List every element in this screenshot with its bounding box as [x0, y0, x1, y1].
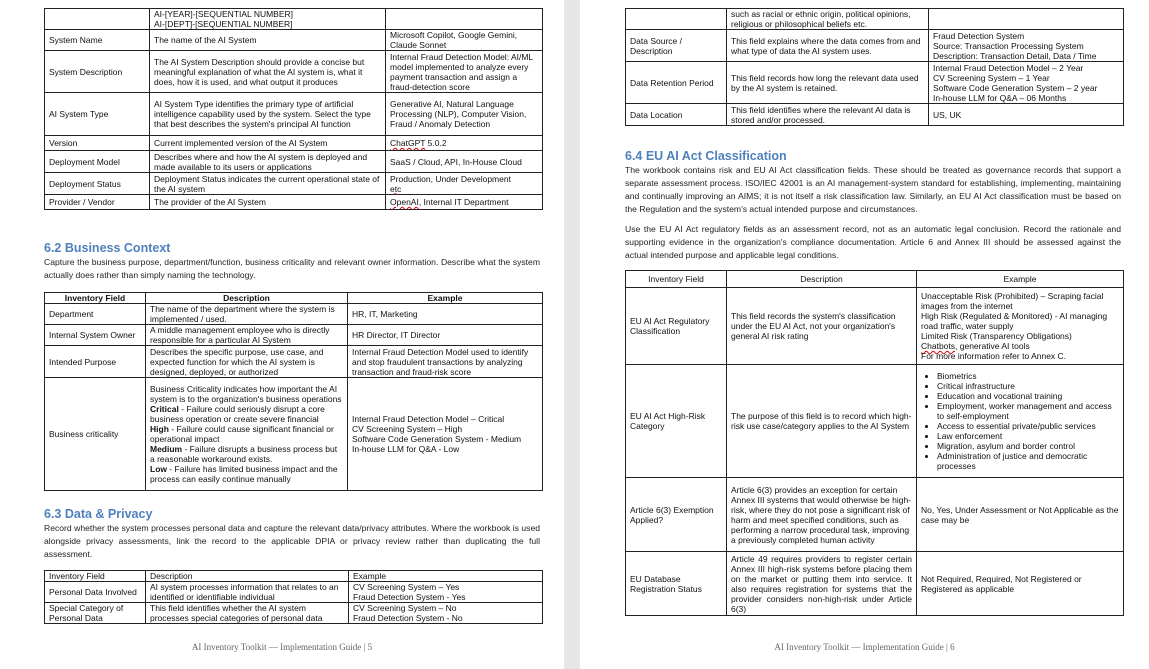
- table-row: [45, 30, 543, 51]
- eu-ai-act-table: [625, 270, 1124, 616]
- table-row: [45, 582, 543, 603]
- section-heading-business-context: 6.2 Business Context: [44, 241, 171, 255]
- empty-cell: [45, 9, 150, 30]
- example-cell: Internal Fraud Detection Model – Critical CV Screening System – High Software Code Generation System - Medium In-house LLM for Q&A - Low: [348, 378, 543, 491]
- description-cell: Article 49 requires providers to register certain Annex III high-risk systems before placing them on the market or putting them into service. It also requires registration for systems that the provider considers non-high-risk under Article 6(3): [727, 552, 917, 616]
- column-header: Description: [146, 571, 349, 582]
- example-cell: CV Screening System – Yes Fraud Detection System - Yes: [349, 582, 543, 603]
- spellcheck-flagged-word: OpenAI: [390, 197, 419, 207]
- document-page-6: [580, 0, 1149, 669]
- empty-cell: [386, 9, 543, 30]
- example-cell: CV Screening System – No Fraud Detection System - No: [349, 603, 543, 624]
- list-item: • Administration of justice and democratic processes: [937, 451, 1119, 471]
- spellcheck-flagged-word: Chatbots: [921, 341, 956, 351]
- high-risk-category-list: [921, 371, 1119, 471]
- example-cell: SaaS / Cloud, API, In-House Cloud: [386, 151, 543, 173]
- field-cell: EU Database Registration Status: [626, 552, 727, 616]
- example-cell: HR, IT, Marketing: [348, 304, 543, 325]
- description-cell: A middle management employee who is directly responsible for a particular AI System: [146, 325, 348, 346]
- table-row: [45, 346, 543, 378]
- field-cell: AI System Type: [45, 93, 150, 136]
- criticality-level: Low - Failure has limited business impact and the process can easily continue manually: [150, 464, 338, 484]
- table-row: [626, 552, 1124, 616]
- list-item: • Education and vocational training: [937, 391, 1119, 401]
- column-header: Example: [348, 293, 543, 304]
- field-cell: Department: [45, 304, 146, 325]
- field-cell: Provider / Vendor: [45, 195, 150, 210]
- table-row: [626, 478, 1124, 552]
- field-cell: Business criticality: [45, 378, 146, 491]
- list-item: • Migration, asylum and border control: [937, 441, 1119, 451]
- table-row: [626, 365, 1124, 478]
- example-cell: Unacceptable Risk (Prohibited) – Scraping facial images from the internet High Risk (Regulated & Monitored) - AI managing road traffic, water supply Limited Risk (Transparency Obligations) Chatbots, generative AI tools For more information refer to Annex C.: [917, 288, 1124, 365]
- description-cell: AI System Type identifies the primary type of artificial intelligence capability used by the system. Select the type that best describes the system's principal AI function: [150, 93, 386, 136]
- business-context-table: [44, 292, 543, 491]
- description-cell: This field identifies where the relevant AI data is stored and/or processed.: [727, 104, 929, 126]
- table-row: [45, 51, 543, 93]
- table-row: [45, 9, 543, 30]
- description-cell: This field records the system's classification under the EU AI Act, not your organization's general AI risk rating: [727, 288, 917, 365]
- description-cell: such as racial or ethnic origin, political opinions, religious or philosophical beliefs etc.: [727, 9, 929, 30]
- description-cell: This field identifies whether the AI system processes special categories of personal data: [146, 603, 349, 624]
- description-cell: Describes the specific purpose, use case, and expected function for which the AI system is designed, deployed, or authorized: [146, 346, 348, 378]
- field-cell: EU AI Act Regulatory Classification: [626, 288, 727, 365]
- example-cell: US, UK: [929, 104, 1124, 126]
- data-details-table: [625, 8, 1124, 126]
- example-cell: [917, 365, 1124, 478]
- list-item: • Employment, worker management and access to self-employment: [937, 401, 1119, 421]
- description-cell: The provider of the AI System: [150, 195, 386, 210]
- description-cell: Business Criticality indicates how important the AI system is to the organization's business operations Critical - Failure could seriously disrupt a core business operation or create severe financial High - Failure could cause significant financial or operational impact Medium - Failure disrupts a business process but a reasonable workaround exists. Low - Failure has limited business impact and the process can easily continue manually: [146, 378, 348, 491]
- table-header-row: [626, 271, 1124, 288]
- document-page-5: [0, 0, 564, 669]
- criticality-level: Medium - Failure disrupts a business process but a reasonable workaround exists.: [150, 444, 338, 464]
- example-cell: HR Director, IT Director: [348, 325, 543, 346]
- field-cell: Data Location: [626, 104, 727, 126]
- field-cell: Version: [45, 136, 150, 151]
- field-cell: Intended Purpose: [45, 346, 146, 378]
- example-cell: Not Required, Required, Not Registered or Registered as applicable: [917, 552, 1124, 616]
- table-header-row: [45, 571, 543, 582]
- criticality-level: Critical - Failure could seriously disrupt a core business operation or create severe financial: [150, 404, 325, 424]
- field-cell: Article 6(3) Exemption Applied?: [626, 478, 727, 552]
- description-cell: The name of the department where the system is implemented / used.: [146, 304, 348, 325]
- description-cell: The purpose of this field is to record which high-risk use case/category applies to the AI System: [727, 365, 917, 478]
- table-row: [45, 378, 543, 491]
- table-row: [45, 173, 543, 195]
- example-cell: OpenAI, Internal IT Department: [386, 195, 543, 210]
- ai-identity-table: [44, 8, 543, 210]
- field-cell: Personal Data Involved: [45, 582, 146, 603]
- empty-cell: [626, 9, 727, 30]
- example-cell: Internal Fraud Detection Model – 2 Year CV Screening System – 1 Year Software Code Generation System – 2 year In-house LLM for Q&A – 06 Months: [929, 62, 1124, 104]
- example-cell: Internal Fraud Detection Model: AI/ML model implemented to analyze every payment transaction and assign a fraud-detection score: [386, 51, 543, 93]
- field-cell: System Description: [45, 51, 150, 93]
- page-footer: AI Inventory Toolkit — Implementation Guide | 6: [774, 642, 955, 652]
- example-cell: Fraud Detection System Source: Transaction Processing System Description: Transaction Detail, Data / Time: [929, 30, 1124, 62]
- table-row: [45, 603, 543, 624]
- table-row: [626, 62, 1124, 104]
- field-cell: System Name: [45, 30, 150, 51]
- page-footer: AI Inventory Toolkit — Implementation Guide | 5: [191, 642, 373, 652]
- spellcheck-flagged-word: etc: [390, 183, 402, 194]
- field-cell: Deployment Status: [45, 173, 150, 195]
- column-header: Example: [917, 271, 1124, 288]
- field-cell: Special Category of Personal Data: [45, 603, 146, 624]
- example-cell: Production, Under Development etc: [386, 173, 543, 195]
- section-paragraph: Capture the business purpose, department/function, business criticality and relevant owner information. Describe what the system actually does rather than simply naming the technology.: [44, 257, 540, 280]
- column-header: Example: [349, 571, 543, 582]
- data-privacy-table: [44, 570, 543, 624]
- table-row: [626, 9, 1124, 30]
- example-cell: Internal Fraud Detection Model used to identify and stop fraudulent transactions by analyzing transaction and fraud-risk score: [348, 346, 543, 378]
- criticality-level: High - Failure could cause significant financial or operational impact: [150, 424, 334, 444]
- table-row: [626, 288, 1124, 365]
- field-cell: EU AI Act High-Risk Category: [626, 365, 727, 478]
- description-cell: This field explains where the data comes from and what type of data the AI system uses.: [727, 30, 929, 62]
- section-paragraph: Use the EU AI Act regulatory fields as an assessment record, not as an automatic legal conclusion. Record the rationale and supporting evidence in the organization's compliance documentation. Article 6 and Annex III should be assessed against the actual intended purpose and applicable legal conditions.: [625, 224, 1121, 260]
- description-cell: Deployment Status indicates the current operational state of the AI system: [150, 173, 386, 195]
- example-cell: Microsoft Copilot, Google Gemini, Claude Sonnet: [386, 30, 543, 51]
- field-cell: Internal System Owner: [45, 325, 146, 346]
- description-cell: AI system processes information that relates to an identified or identifiable individual: [146, 582, 349, 603]
- table-row: [45, 304, 543, 325]
- section-heading-data-privacy: 6.3 Data & Privacy: [44, 507, 153, 521]
- table-row: [45, 325, 543, 346]
- list-item: • Biometrics: [937, 371, 1119, 381]
- field-cell: Data Source / Description: [626, 30, 727, 62]
- spellcheck-flagged-word: ChatGPT: [390, 138, 426, 148]
- column-header: Inventory Field: [45, 571, 146, 582]
- list-item: • Law enforcement: [937, 431, 1119, 441]
- description-cell: Describes where and how the AI system is deployed and made available to its users or applications: [150, 151, 386, 173]
- description-cell: The AI System Description should provide a concise but meaningful explanation of what the AI system is, what it does, how it is used, and what output it produces: [150, 51, 386, 93]
- field-cell: Deployment Model: [45, 151, 150, 173]
- example-cell: AI-[YEAR]-[SEQUENTIAL NUMBER] AI-[DEPT]-[SEQUENTIAL NUMBER]: [150, 9, 386, 30]
- column-header: Description: [727, 271, 917, 288]
- column-header: Inventory Field: [626, 271, 727, 288]
- description-cell: The name of the AI System: [150, 30, 386, 51]
- table-row: [626, 30, 1124, 62]
- example-cell: ChatGPT 5.0.2: [386, 136, 543, 151]
- section-paragraph: Record whether the system processes personal data and capture the relevant data/privacy attributes. Where the workbook is used alongside privacy assessments, link the record to the applicable DPIA or privacy review rather than duplicating the full assessment.: [44, 523, 540, 559]
- table-row: [45, 151, 543, 173]
- field-cell: Data Retention Period: [626, 62, 727, 104]
- column-header: Inventory Field: [45, 293, 146, 304]
- list-item: • Access to essential private/public services: [937, 421, 1119, 431]
- table-row: [626, 104, 1124, 126]
- section-heading-eu-ai-act: 6.4 EU AI Act Classification: [625, 149, 787, 163]
- description-cell: Current implemented version of the AI System: [150, 136, 386, 151]
- list-item: • Critical infrastructure: [937, 381, 1119, 391]
- example-cell: No, Yes, Under Assessment or Not Applicable as the case may be: [917, 478, 1124, 552]
- table-header-row: [45, 293, 543, 304]
- column-header: Description: [146, 293, 348, 304]
- description-cell: This field records how long the relevant data used by the AI system is retained.: [727, 62, 929, 104]
- section-paragraph: The workbook contains risk and EU AI Act classification fields. These should be treated as governance records that support a separate assessment process. ISO/IEC 42001 is an AI management-system standard for establishing, implementing, maintaining and continually improving an AIMS; it is not itself a risk classification law. Similarly, an EU AI Act classification must be based on the Regulation and the system's actual intended purpose and circumstances.: [625, 165, 1121, 214]
- example-cell: Generative AI, Natural Language Processing (NLP), Computer Vision, Fraud / Anomaly Detection: [386, 93, 543, 136]
- description-cell: Article 6(3) provides an exception for certain Annex III systems that would otherwise be high-risk, where they do not pose a significant risk of harm and meet specified conditions, such as performing a narrow procedural task, improving a previously completed human activity: [727, 478, 917, 552]
- table-row: [45, 136, 543, 151]
- table-row: [45, 93, 543, 136]
- table-row: [45, 195, 543, 210]
- empty-cell: [929, 9, 1124, 30]
